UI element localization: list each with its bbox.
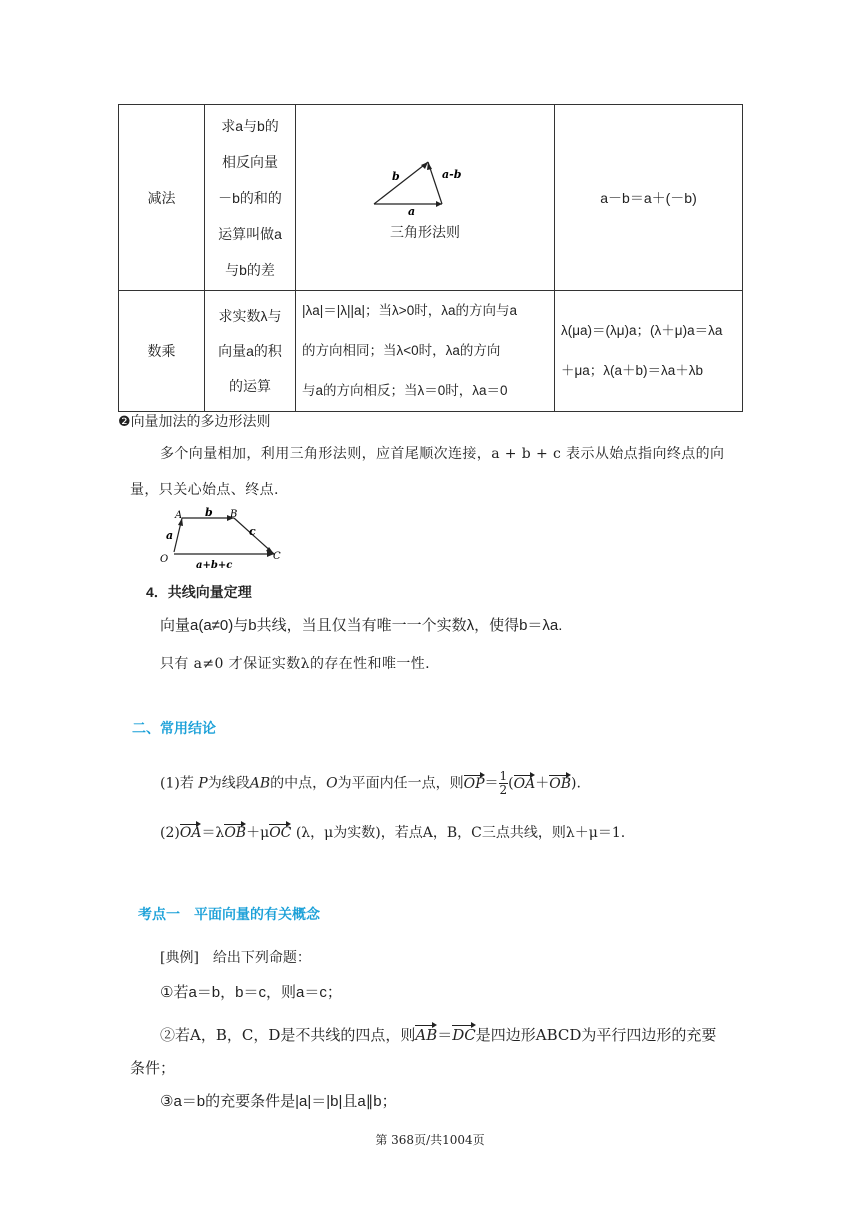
conclusion-1	[160, 770, 581, 797]
label-a: a	[408, 204, 416, 216]
text: 为平面内任一点，则	[337, 775, 464, 792]
text: 为线段	[207, 775, 250, 792]
law-cell: a－b＝a＋(－b)	[555, 105, 743, 291]
vector-OC: OC	[269, 825, 292, 841]
meaning-line: 与a的方向相反；当λ＝0时，λa＝0	[302, 383, 508, 398]
polygon-rule-figure	[150, 506, 290, 572]
note-badge: ❷	[118, 414, 131, 430]
operation-name-cell: 减法	[119, 105, 205, 291]
vector-OA: OA	[513, 775, 536, 792]
definition-line: 求a与b的	[221, 117, 279, 134]
table-row	[119, 291, 743, 412]
proposition-1: ①若a＝b，b＝c，则a＝c；	[160, 984, 342, 1001]
definition-cell	[205, 105, 296, 291]
text: O	[326, 775, 338, 792]
label-b: b	[392, 169, 400, 183]
vector-OA: OA	[179, 825, 202, 841]
text: ＋μ	[246, 825, 270, 841]
law-cell	[555, 291, 743, 412]
example-label: [典例] 给出下列命题：	[160, 950, 311, 966]
text: ＝	[437, 1026, 453, 1044]
point-A-label: A	[175, 510, 183, 521]
conclusion-2	[160, 822, 625, 842]
figure-cell	[296, 105, 555, 291]
vector-DC: DC	[452, 1026, 476, 1044]
text: (	[508, 775, 514, 792]
label-a: a	[166, 529, 174, 542]
text: P	[198, 775, 208, 792]
definition-line: 的运算	[229, 377, 271, 394]
arrowhead-a-minus-b	[427, 162, 432, 170]
text: (2)	[160, 825, 180, 841]
text: ＝λ	[201, 825, 225, 841]
vector-operations-table	[118, 104, 743, 412]
definition-line: －b的和的	[218, 189, 282, 206]
topic-title: 考点一 平面向量的有关概念	[138, 907, 320, 923]
point-B-label: B	[230, 509, 238, 520]
text: 的中点，	[270, 775, 327, 792]
denominator: 2	[499, 783, 508, 797]
theorem-text: 向量a(a≠0)与b共线，当且仅当有唯一一个实数λ，使得b＝λa.	[160, 617, 563, 634]
text: 是四边形ABCD为平行四边形的充要	[475, 1026, 717, 1044]
definition-line: 相反向量	[222, 153, 278, 170]
numerator: 1	[499, 769, 508, 783]
triangle-rule-figure	[370, 154, 480, 216]
figure-caption: 三角形法则	[390, 223, 460, 240]
law-line: ＋μa；λ(a＋b)＝λa＋λb	[561, 363, 704, 378]
text: (1)若	[160, 775, 194, 792]
text: ).	[570, 775, 581, 792]
label-a-minus-b: a-b	[442, 167, 462, 181]
proposition-2-cont: 条件；	[130, 1059, 176, 1077]
label-sum: a+b+c	[196, 560, 233, 571]
vector-OB: OB	[224, 825, 247, 841]
text: AB	[249, 775, 271, 792]
meaning-line: |λa|＝|λ||a|；当λ>0时，λa的方向与a	[302, 303, 517, 318]
page-footer: 第 368页/共1004页	[375, 1133, 485, 1147]
law-line: λ(μa)＝(λμ)a；(λ＋μ)a＝λa	[561, 323, 723, 338]
text: ②若A，B，C，D是不共线的四点，则	[160, 1026, 416, 1044]
definition-line: 求实数λ与	[218, 307, 282, 324]
meaning-line: 的方向相同；当λ<0时，λa的方向	[302, 343, 501, 358]
arrowhead-b	[421, 162, 428, 169]
proposition-2	[160, 1024, 716, 1045]
geometric-meaning-cell	[296, 291, 555, 412]
table-row	[119, 105, 743, 291]
section-title: 二、常用结论	[132, 721, 216, 737]
vector-b-line	[374, 162, 428, 204]
note-title: 向量加法的多边形法则	[130, 414, 271, 430]
text: ＝	[484, 775, 499, 792]
proposition-3: ③a＝b的充要条件是|a|＝|b|且a∥b；	[160, 1093, 397, 1110]
definition-line: 运算叫做a	[218, 225, 282, 242]
label-b: b	[205, 506, 213, 519]
note-heading	[118, 411, 271, 431]
note-text-line: 量，只关心始点、终点.	[130, 482, 279, 498]
text: ＋	[535, 775, 550, 792]
vector-AB: AB	[415, 1026, 438, 1044]
definition-line: 向量a的积	[218, 342, 282, 359]
note-text-line: 多个向量相加，利用三角形法则，应首尾顺次连接，a + b + c 表示从始点指向终点的向	[160, 446, 725, 462]
vector-OB: OB	[549, 775, 571, 792]
definition-line: 与b的差	[225, 261, 275, 278]
label-c: c	[249, 525, 256, 538]
point-C-label: C	[273, 551, 281, 562]
vector-OP: OP	[463, 775, 485, 792]
definition-cell	[205, 291, 296, 412]
text: (λ，μ为实数)，若点A，B，C三点共线，则λ＋μ＝1.	[295, 825, 626, 841]
theorem-note: 只有 a≠0 才保证实数λ的存在性和唯一性.	[160, 656, 431, 672]
theorem-title: 4．共线向量定理	[146, 584, 252, 600]
point-O-label: O	[160, 554, 169, 565]
operation-name-cell: 数乘	[119, 291, 205, 412]
fraction-half	[499, 770, 509, 797]
